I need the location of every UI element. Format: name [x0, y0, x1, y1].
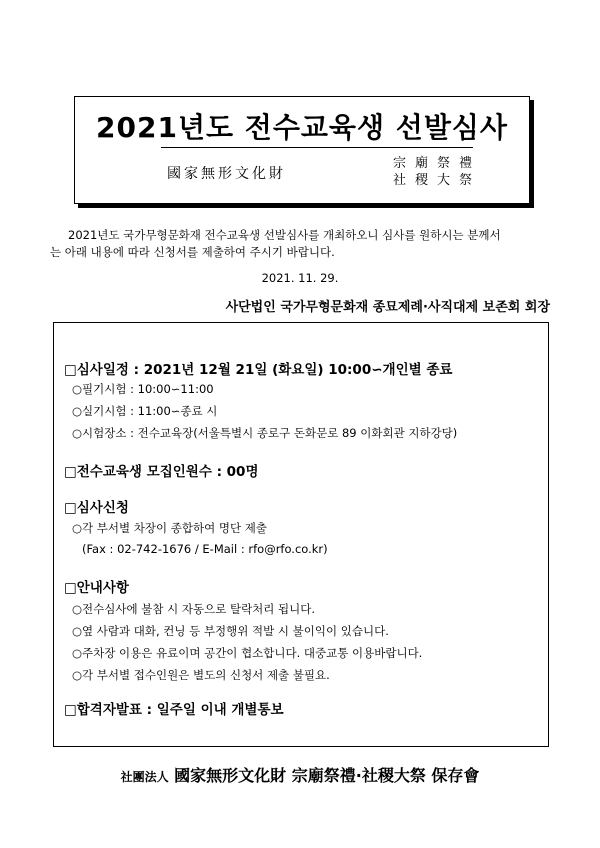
footer-organization	[0, 763, 600, 786]
subtitle-right-line1: 宗廟祭禮	[393, 156, 482, 171]
footer-prefix: 社團法人	[120, 770, 169, 784]
apply-item: ○각 부서별 차장이 종합하여 명단 제출	[72, 521, 267, 535]
notice-item: ○주차장 이용은 유료이며 공간이 협소합니다. 대중교통 이용바랍니다.	[72, 646, 423, 660]
schedule-item: ○실기시험 : 11:00∽종료 시	[72, 404, 218, 418]
section-result-heading: □합격자발표 : 일주일 이내 개별통보	[64, 702, 284, 718]
subtitle-right	[393, 155, 481, 189]
section-apply-heading: □심사신청	[64, 500, 129, 516]
apply-contact: (Fax : 02-742-1676 / E-Mail : rfo@rfo.co.kr)	[82, 542, 328, 556]
section-notice-heading: □안내사항	[64, 580, 129, 596]
schedule-item: ○시험장소 : 전수교육장(서울특별시 종로구 돈화문로 89 이화회관 지하강당)	[72, 426, 458, 440]
title-divider	[161, 147, 473, 148]
subtitle-left: 國家無形文化財	[167, 166, 286, 182]
schedule-item: ○필기시험 : 10:00∽11:00	[72, 382, 214, 396]
document-title: 2021년도 전수교육생 선발심사	[96, 111, 508, 144]
document-date: 2021. 11. 29.	[261, 271, 339, 285]
notice-item: ○전수심사에 불참 시 자동으로 탈락처리 됩니다.	[72, 602, 316, 616]
intro-paragraph	[50, 227, 560, 261]
footer-main: 國家無形文化財 宗廟祭禮·社稷大祭 保存會	[174, 766, 480, 785]
subtitle-right-line2: 社稷大祭	[393, 173, 482, 188]
notice-item: ○각 부서별 접수인원은 별도의 신청서 제출 불필요.	[72, 668, 330, 682]
intro-line2: 는 아래 내용에 따라 신청서를 제출하여 주시기 바랍니다.	[50, 245, 335, 259]
section-recruit-heading: □전수교육생 모집인원수 : 00명	[64, 464, 259, 480]
intro-line1: 2021년도 국가무형문화재 전수교육생 선발심사를 개최하오니 심사를 원하시는 분께서	[68, 228, 501, 242]
section-schedule-heading: □심사일정 : 2021년 12월 21일 (화요일) 10:00∽개인별 종료	[64, 362, 453, 378]
sender-line: 사단법인 국가무형문화재 종묘제례·사직대제 보존회 회장	[225, 300, 550, 315]
notice-item: ○옆 사람과 대화, 컨닝 등 부정행위 적발 시 불이익이 있습니다.	[72, 624, 389, 638]
content-box	[53, 322, 549, 747]
title-box	[74, 96, 530, 204]
